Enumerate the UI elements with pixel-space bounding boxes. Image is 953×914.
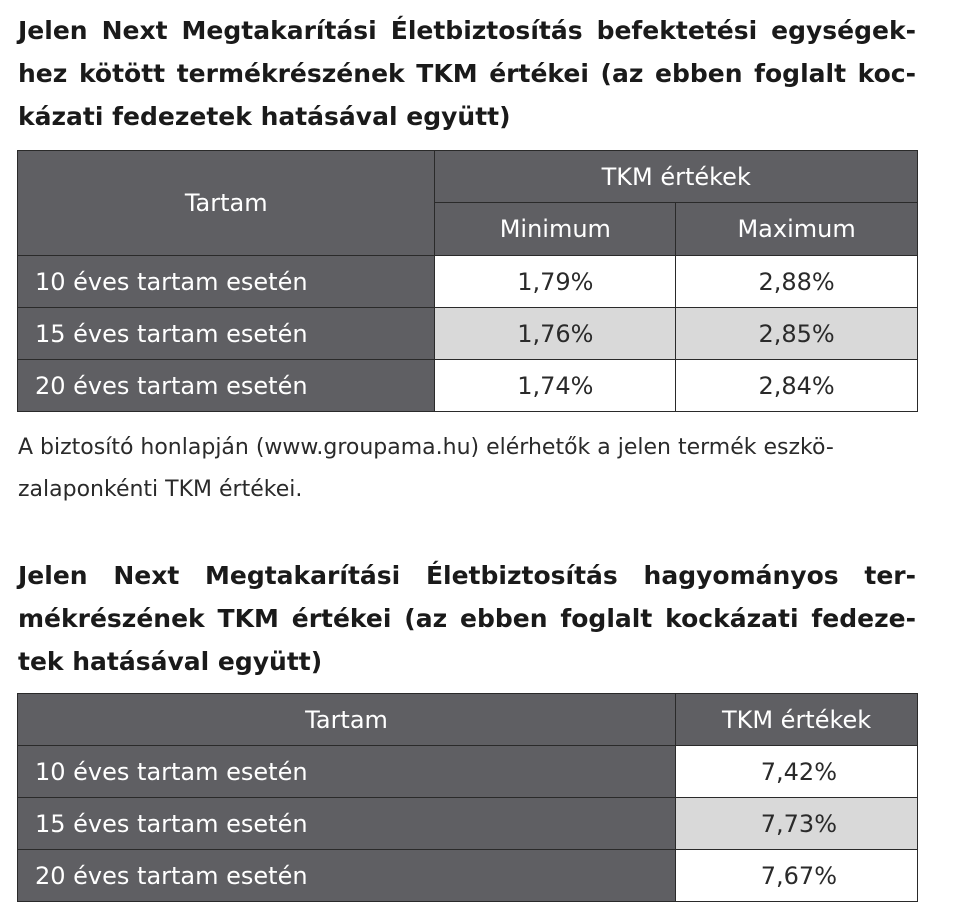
- max-value: 2,85%: [676, 308, 918, 360]
- table-row: [18, 850, 918, 902]
- table-row: [18, 360, 918, 412]
- note-line: A biztosító honlapján (www.groupama.hu) elérhetők a jelen termék eszkö-: [18, 435, 834, 460]
- tkm-unit-linked-table: [17, 150, 918, 412]
- tkm-value: 7,42%: [676, 746, 918, 798]
- table-row: [18, 256, 918, 308]
- header-minimum: Minimum: [435, 203, 676, 256]
- section1-title-line: Jelen Next Megtakarítási Életbiztosítás befektetési egységek-: [18, 16, 916, 45]
- section2-title-line: Jelen Next Megtakarítási Életbiztosítás hagyományos ter-: [18, 561, 916, 590]
- table-row: [18, 308, 918, 360]
- header-tkm-group: TKM értékek: [435, 151, 918, 203]
- table-row: [18, 746, 918, 798]
- header-maximum: Maximum: [676, 203, 918, 256]
- tkm-traditional-table: [17, 693, 918, 902]
- header-tartam: Tartam: [18, 694, 676, 746]
- row-label: 15 éves tartam esetén: [18, 798, 676, 850]
- section1-title-line: hez kötött termékrészének TKM értékei (az ebben foglalt koc-: [18, 59, 916, 88]
- section1-title-line: kázati fedezetek hatásával együtt): [18, 102, 511, 131]
- note-line: zalaponkénti TKM értékei.: [18, 477, 303, 502]
- row-label: 10 éves tartam esetén: [18, 256, 435, 308]
- header-tartam: Tartam: [18, 151, 435, 256]
- website-note: [18, 427, 916, 511]
- min-value: 1,79%: [435, 256, 676, 308]
- row-label: 20 éves tartam esetén: [18, 360, 435, 412]
- max-value: 2,88%: [676, 256, 918, 308]
- section2-title: [18, 554, 916, 683]
- row-label: 10 éves tartam esetén: [18, 746, 676, 798]
- section1-title: [18, 9, 916, 138]
- table-row: [18, 798, 918, 850]
- row-label: 20 éves tartam esetén: [18, 850, 676, 902]
- max-value: 2,84%: [676, 360, 918, 412]
- row-label: 15 éves tartam esetén: [18, 308, 435, 360]
- header-tkm: TKM értékek: [676, 694, 918, 746]
- tkm-value: 7,67%: [676, 850, 918, 902]
- min-value: 1,74%: [435, 360, 676, 412]
- section2-title-line: tek hatásával együtt): [18, 647, 323, 676]
- section2-title-line: mékrészének TKM értékei (az ebben foglalt kockázati fedeze-: [18, 604, 916, 633]
- tkm-value: 7,73%: [676, 798, 918, 850]
- min-value: 1,76%: [435, 308, 676, 360]
